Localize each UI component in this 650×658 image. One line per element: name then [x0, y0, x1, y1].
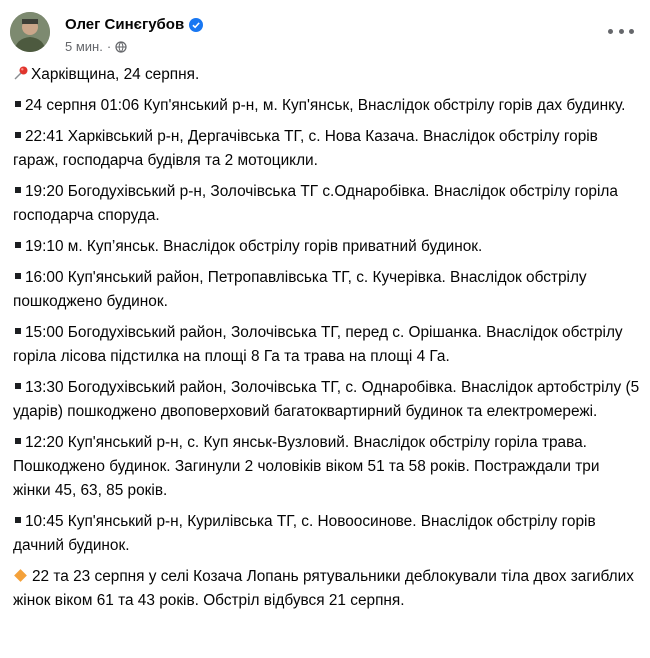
list-item: [13, 235, 641, 259]
item-text: 15:00 Богодухівський район, Золочівська ТГ, перед с. Орішанка. Внаслідок обстрілу горіла лісова підстилка на площі 8 Га та трава на площі 4 Га.: [13, 324, 623, 365]
post-title: [13, 63, 641, 87]
post-header: [10, 10, 640, 60]
post-meta: [65, 39, 127, 54]
list-item: [13, 510, 641, 558]
black-square-icon: [15, 438, 21, 444]
item-text: 22:41 Харківський р-н, Дергачівська ТГ, с. Нова Казача. Внаслідок обстрілу горів гараж, господарча будівля та 2 мотоцикли.: [13, 128, 598, 169]
post-time[interactable]: 5 мин.: [65, 39, 103, 54]
list-item: [13, 431, 641, 503]
list-item: [13, 321, 641, 369]
item-text: 19:20 Богодухівський р-н, Золочівська ТГ с.Однаробівка. Внаслідок обстрілу горіла господарча споруда.: [13, 183, 618, 224]
post-content: [13, 63, 641, 620]
list-item: [13, 376, 641, 424]
footer-text: 22 та 23 серпня у селі Козача Лопань рятувальники деблокували тіла двох загиблих жінок віком 61 та 43 років. Обстріл відбувся 21 серпня.: [13, 568, 634, 609]
list-item: [13, 266, 641, 314]
globe-icon[interactable]: [115, 41, 127, 53]
item-text: 10:45 Куп'янський р-н, Курилівська ТГ, с. Новоосинове. Внаслідок обстрілу горів дачний будинок.: [13, 513, 596, 554]
black-square-icon: [15, 101, 21, 107]
author-label[interactable]: Олег Синєгубов: [65, 16, 185, 33]
dot-icon: [629, 29, 634, 34]
item-text: 12:20 Куп'янський р-н, с. Куп янськ-Вузловий. Внаслідок обстрілу горіла трава. Пошкоджено будинок. Загинули 2 чоловіків віком 51 та 58 років. Постраждали три жінки 45, 63, 85 років.: [13, 434, 600, 499]
black-square-icon: [15, 242, 21, 248]
footer-note: [13, 565, 641, 613]
black-square-icon: [15, 132, 21, 138]
black-square-icon: [15, 273, 21, 279]
list-item: [13, 180, 641, 228]
orange-diamond-icon: [14, 570, 27, 583]
item-text: 13:30 Богодухівський район, Золочівська ТГ, с. Однаробівка. Внаслідок артобстрілу (5 ударів) пошкоджено двоповерховий багатоквартирний будинок та електромережі.: [13, 379, 640, 420]
more-options-button[interactable]: [608, 22, 634, 40]
verified-badge-icon: [189, 18, 203, 32]
list-item: [13, 125, 641, 173]
black-square-icon: [15, 383, 21, 389]
dot-icon: [619, 29, 624, 34]
item-text: 24 серпня 01:06 Куп'янський р-н, м. Куп'янськ, Внаслідок обстрілу горів дах будинку.: [25, 97, 626, 114]
black-square-icon: [15, 187, 21, 193]
meta-separator: ·: [106, 39, 112, 54]
title-text: Харківщина, 24 серпня.: [31, 66, 200, 83]
avatar[interactable]: [10, 12, 50, 52]
item-text: 16:00 Куп'янський район, Петропавлівська ТГ, с. Кучерівка. Внаслідок обстрілу пошкоджено будинок.: [13, 269, 587, 310]
black-square-icon: [15, 328, 21, 334]
author-name[interactable]: [65, 16, 203, 33]
list-item: [13, 94, 641, 118]
item-text: 19:10 м. Куп’янськ. Внаслідок обстрілу горів приватний будинок.: [25, 238, 483, 255]
pushpin-icon: [13, 65, 29, 81]
black-square-icon: [15, 517, 21, 523]
dot-icon: [608, 29, 613, 34]
